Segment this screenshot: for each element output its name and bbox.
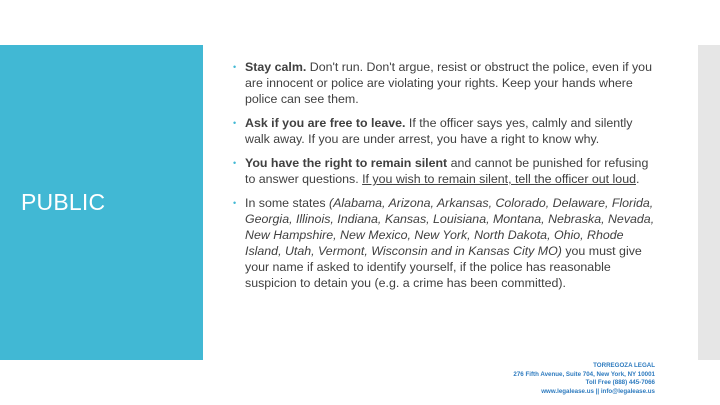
bullet-underlined-text: If you wish to remain silent, tell the officer out loud <box>362 172 636 186</box>
bullet-heading: You have the right to remain silent <box>245 156 448 170</box>
bullet-item-remain-silent <box>233 155 658 187</box>
footer-address: 276 Fifth Avenue, Suite 704, New York, NY 10001 <box>513 370 655 378</box>
footer-contact <box>513 362 655 396</box>
bullet-item-stay-calm <box>233 59 658 107</box>
right-side-bar <box>698 45 720 360</box>
bullet-text: and cannot be punished for refusing to answer questions. <box>245 156 649 186</box>
bullet-item-identify-yourself <box>233 195 658 291</box>
bullet-dot-icon: • <box>233 62 237 72</box>
bullet-text: If the officer says yes, calmly and silently walk away. If you are under arrest, you have a right to know why. <box>245 116 633 146</box>
bullet-dot-icon: • <box>233 198 237 208</box>
footer-phone: Toll Free (888) 445-7066 <box>585 379 655 387</box>
bullet-heading: Stay calm. <box>245 60 307 74</box>
bullet-end: . <box>635 172 640 186</box>
bullet-text-before: In some states <box>245 196 330 210</box>
bullet-states-list: (Alabama, Arizona, Arkansas, Colorado, Delaware, Florida, Georgia, Illinois, Indiana, Kansas, Louisiana, Montana, Nebraska, Nevada, New Hampshire, New Mexico, New York, North Dakota, Ohio, Rhode Island, Utah, Vermont, Wisconsin and in Kansas City MO) <box>245 196 655 258</box>
footer-web-email: www.legalease.us || info@legalease.us <box>541 387 655 395</box>
footer-firm-name: TORREGOZA LEGAL <box>593 362 655 369</box>
bullet-dot-icon: • <box>233 118 237 128</box>
bullet-text-after: you must give your name if asked to identify yourself, if the police has reasonable suspicion to detain you (e.g. a crime has been committed). <box>245 244 642 290</box>
bullet-list <box>233 59 658 299</box>
slide-title: PUBLIC <box>21 189 106 215</box>
bullet-item-free-to-leave <box>233 115 658 147</box>
bullet-dot-icon: • <box>233 158 237 168</box>
bullet-heading: Ask if you are free to leave. <box>245 116 406 130</box>
bullet-text: Don't run. Don't argue, resist or obstruct the police, even if you are innocent or police are violating your rights. Keep your hands where police can see them. <box>245 60 652 106</box>
